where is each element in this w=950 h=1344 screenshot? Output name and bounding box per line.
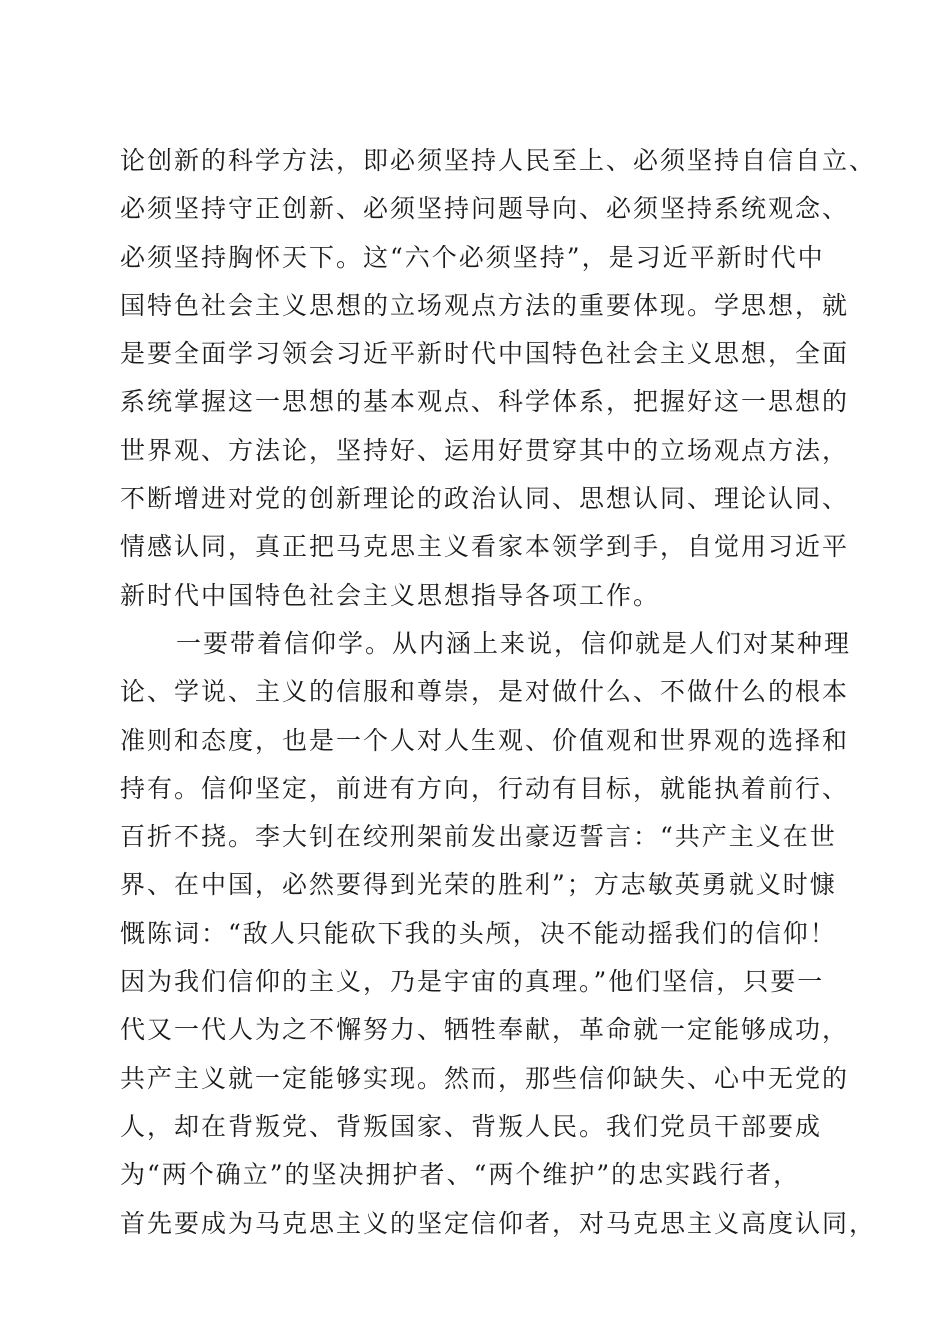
paragraph-start-line: 一要带着信仰学。从内涵上来说，信仰就是人们对某种理 xyxy=(176,628,852,658)
text-line: 共产主义就一定能够实现。然而，那些信仰缺失、心中无党的 xyxy=(120,1063,850,1093)
text-line: 情感认同，真正把马克思主义看家本领学到手，自觉用习近平 xyxy=(120,532,850,562)
text-line: 代又一代人为之不懈努力、牺牲奉献，革命就一定能够成功， xyxy=(120,1015,850,1045)
text-line: 界、在中国，必然要得到光荣的胜利”；方志敏英勇就义时慷 xyxy=(120,870,837,900)
text-line: 因为我们信仰的主义，乃是宇宙的真理。”他们坚信，只要一 xyxy=(120,967,825,997)
text-line: 为“两个确立”的坚决拥护者、“两个维护”的忠实践行者， xyxy=(120,1160,801,1190)
text-line: 持有。信仰坚定，前进有方向，行动有目标，就能执着前行、 xyxy=(120,773,850,803)
text-line: 必须坚持守正创新、必须坚持问题导向、必须坚持系统观念、 xyxy=(120,194,850,224)
text-line: 慨陈词：“敌人只能砍下我的头颅，决不能动摇我们的信仰！ xyxy=(120,918,837,948)
text-line: 世界观、方法论，坚持好、运用好贯穿其中的立场观点方法， xyxy=(120,435,850,465)
text-line: 人，却在背叛党、背叛国家、背叛人民。我们党员干部要成 xyxy=(120,1111,823,1141)
text-line: 新时代中国特色社会主义思想指导各项工作。 xyxy=(120,580,661,610)
text-line: 系统掌握这一思想的基本观点、科学体系，把握好这一思想的 xyxy=(120,387,850,417)
text-line: 必须坚持胸怀天下。这“六个必须坚持”，是习近平新时代中 xyxy=(120,242,825,272)
text-line: 不断增进对党的创新理论的政治认同、思想认同、理论认同、 xyxy=(120,484,850,514)
text-line: 准则和态度，也是一个人对人生观、价值观和世界观的选择和 xyxy=(120,725,850,755)
body-text xyxy=(120,137,877,1248)
text-line: 是要全面学习领会习近平新时代中国特色社会主义思想，全面 xyxy=(120,339,850,369)
text-line: 论、学说、主义的信服和尊崇，是对做什么、不做什么的根本 xyxy=(120,677,850,707)
text-line: 论创新的科学方法，即必须坚持人民至上、必须坚持自信自立、 xyxy=(120,146,877,175)
text-line: 国特色社会主义思想的立场观点方法的重要体现。学思想，就 xyxy=(120,290,850,320)
text-line: 首先要成为马克思主义的坚定信仰者，对马克思主义高度认同， xyxy=(120,1208,877,1238)
text-line: 百折不挠。李大钊在绞刑架前发出豪迈誓言：“共产主义在世 xyxy=(120,822,837,852)
